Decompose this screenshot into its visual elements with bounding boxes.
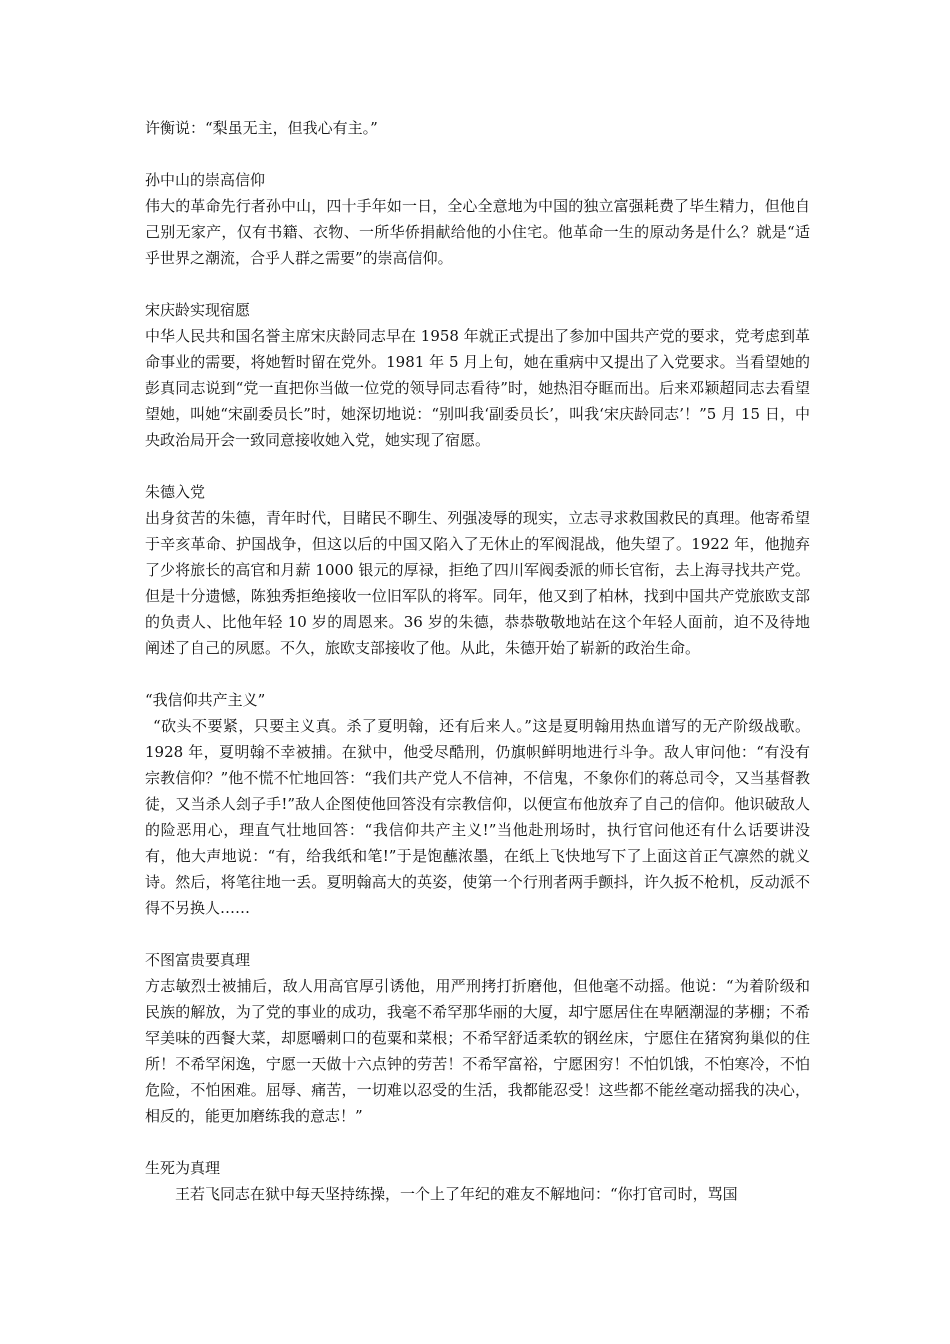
section-body: 出身贫苦的朱德，青年时代，目睹民不聊生、列强凌辱的现实，立志寻求救国救民的真理。他寄希望于辛亥革命、护国战争，但这以后的中国又陷入了无休止的军阀混战，他失望了。1922 年，他抛弃了少将旅长的高官和月薪 1000 银元的厚禄，拒绝了四川军阀委派的师长官衔，去上海寻找共产党。但是十分遗憾，陈独秀拒绝接收一位旧军队的将军。同年，他又到了柏林，找到中国共产党旅欧支部的负责人、比他年轻 10 岁的周恩来。36 岁的朱德，恭恭敬敬地站在这个年轻人面前，迫不及待地阐述了自己的夙愿。不久，旅欧支部接收了他。从此，朱德开始了崭新的政治生命。	[145, 509, 810, 657]
section-title: 宋庆龄实现宿愿	[145, 301, 251, 319]
section-body: 中华人民共和国名誉主席宋庆龄同志早在 1958 年就正式提出了参加中国共产党的要求，党考虑到革命事业的需要，将她暂时留在党外。1981 年 5 月上旬，她在重病中又提出了入党要求。当看望她的彭真同志说到“党一直把你当做一位党的领导同志看待”时，她热泪夺眶而出。后来邓颖超同志去看望望她，叫她“宋副委员长”时，她深切地说：“别叫我‘副委员长’，叫我‘宋庆龄同志’！”5 月 15 日，中央政治局开会一致同意接收她入党，她实现了宿愿。	[145, 327, 810, 449]
spacer	[145, 453, 810, 479]
spacer	[145, 921, 810, 947]
section-body: 方志敏烈士被捕后，敌人用高官厚引诱他，用严刑拷打折磨他，但他毫不动摇。他说：“为着阶级和民族的解放，为了党的事业的成功，我毫不希罕那华丽的大厦，却宁愿居住在卑陋潮湿的茅棚；不希罕美味的西餐大菜，却愿嚼刺口的苞粟和菜根；不希罕舒适柔软的钢丝床，宁愿住在猪窝狗巢似的住所！不希罕闲逸，宁愿一天做十六点钟的劳苦！不希罕富裕，宁愿困穷！不怕饥饿，不怕寒冷，不怕危险，不怕困难。屈辱、痛苦，一切难以忍受的生活，我都能忍受！这些都不能丝毫动摇我的决心，相反的，能更加磨练我的意志！”	[145, 977, 810, 1125]
section-title: 孙中山的崇高信仰	[145, 171, 266, 189]
section-title: “我信仰共产主义”	[145, 691, 266, 709]
spacer	[145, 271, 810, 297]
spacer	[145, 661, 810, 687]
section-title: 朱德入党	[145, 483, 206, 501]
section-body: 王若飞同志在狱中每天坚持练操，一个上了年纪的难友不解地问：“你打官司时，骂国	[175, 1185, 738, 1203]
section-wang-ruofei	[145, 1155, 810, 1207]
document-page	[145, 115, 810, 1207]
section-zhu-de	[145, 479, 810, 661]
section-xia-minghan	[145, 687, 810, 921]
spacer	[145, 141, 810, 167]
section-sun-zhongshan	[145, 167, 810, 271]
spacer	[145, 1129, 810, 1155]
section-body: “砍头不要紧，只要主义真。杀了夏明翰，还有后来人。”这是夏明翰用热血谱写的无产阶级战歌。1928 年，夏明翰不幸被捕。在狱中，他受尽酷刑，仍旗帜鲜明地进行斗争。敌人审问他：“有没有宗教信仰？”他不慌不忙地回答：“我们共产党人不信神，不信鬼，不象你们的蒋总司令，又当基督教徒，又当杀人刽子手!”敌人企图使他回答没有宗教信仰，以便宣布他放弃了自己的信仰。他识破敌人的险恶用心，理直气壮地回答：“我信仰共产主义!”当他赴刑场时，执行官问他还有什么话要讲没有，他大声地说：“有，给我纸和笔!”于是饱蘸浓墨，在纸上飞快地写下了上面这首正气凛然的就义诗。然后，将笔往地一丢。夏明翰高大的英姿，使第一个行刑者两手颤抖，许久扳不枪机，反动派不得不另换人……	[145, 717, 810, 917]
intro-quote: 许衡说：“梨虽无主，但我心有主。”	[145, 119, 378, 137]
section-title: 生死为真理	[145, 1159, 221, 1177]
section-body: 伟大的革命先行者孙中山，四十手年如一日，全心全意地为中国的独立富强耗费了毕生精力，但他自己别无家产，仅有书籍、衣物、一所华侨捐献给他的小住宅。他革命一生的原动务是什么？就是“适乎世界之潮流，合乎人群之需要”的崇高信仰。	[145, 197, 810, 267]
section-title: 不图富贵要真理	[145, 951, 251, 969]
section-song-qingling	[145, 297, 810, 453]
section-fang-zhimin	[145, 947, 810, 1129]
